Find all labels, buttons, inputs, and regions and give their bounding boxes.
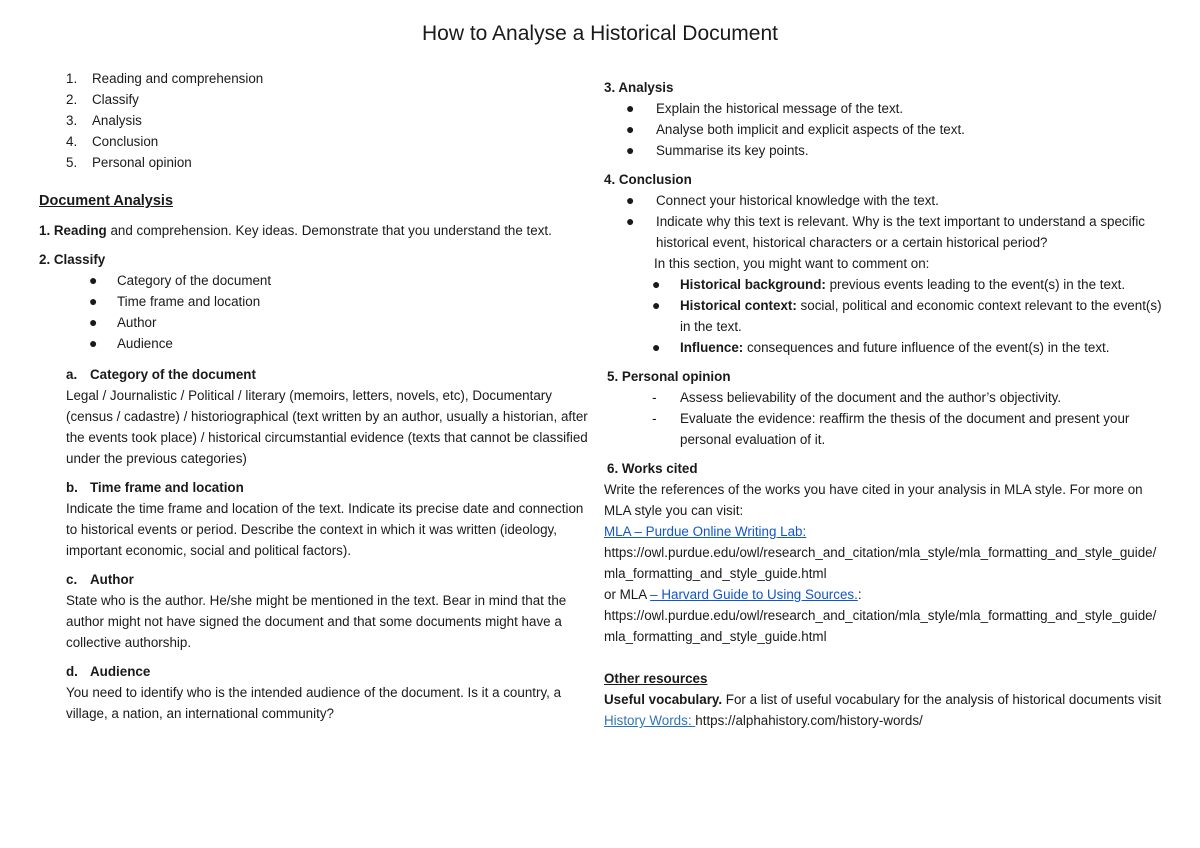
sub-heading-text: Audience [90,664,151,679]
bullet-text: Audience [117,336,173,351]
mla-harvard-line [604,584,1164,605]
bullet-text: consequences and future influence of the event(s) in the text. [743,340,1110,355]
author-heading [39,569,595,590]
list-item [39,312,595,333]
bullet-label: Influence: [680,340,744,355]
list-item [39,68,595,89]
list-item [39,89,595,110]
bullet-icon: ● [652,297,661,313]
sub-letter: d. [66,664,78,679]
sub-heading-text: Author [90,572,134,587]
url-text: https://alphahistory.com/history-words/ [695,713,923,728]
colon-text: : [857,587,862,602]
document-analysis-heading: Document Analysis [39,193,174,209]
bullet-text: previous events leading to the event(s) in the text. [825,277,1126,292]
author-body: State who is the author. He/she might be mentioned in the text. Bear in mind that the author might not have signed the document and that some documents might have a collective authorship. [66,593,567,650]
reading-label: 1. Reading [39,223,107,238]
list-item [604,190,1164,211]
list-item [39,291,595,312]
list-label: Analysis [92,113,142,128]
conclusion-intro: In this section, you might want to comment on: [654,256,930,271]
reading-text: and comprehension. Key ideas. Demonstrate that you understand the text. [106,223,552,238]
url-text: https://owl.purdue.edu/owl/research_and_citation/mla_style/mla_formatting_and_style_guide/mla_formatting_and_style_guide.html [604,545,1157,581]
document-title: How to Analyse a Historical Document [422,22,778,45]
steps-list [39,68,595,173]
left-column [39,68,595,724]
bullet-text: Summarise its key points. [656,143,809,158]
right-column [604,77,1164,731]
works-heading: 6. Works cited [607,461,698,476]
list-label: Conclusion [92,134,159,149]
list-item [604,211,1164,253]
sub-heading-text: Time frame and location [90,480,244,495]
list-item [39,333,595,354]
vocabulary-label: Useful vocabulary. [604,692,723,707]
sub-heading-text: Category of the document [90,367,256,382]
list-item [39,152,595,173]
list-item [604,98,1164,119]
sub-letter: c. [66,572,78,587]
works-body: Write the references of the works you have cited in your analysis in MLA style. For more on MLA style you can visit: [604,482,1143,518]
vocabulary-paragraph [604,689,1164,710]
bullet-icon: ● [89,293,98,309]
list-number: 3. [66,113,78,128]
list-number: 1. [66,71,78,86]
opinion-heading: 5. Personal opinion [607,369,731,384]
classify-heading: 2. Classify [39,252,106,267]
bullet-icon: ● [626,192,635,208]
bullet-text: social, political and economic context relevant to the event(s) in the text. [680,298,1162,334]
analysis-heading: 3. Analysis [604,80,674,95]
list-number: 2. [66,92,78,107]
list-label: Reading and comprehension [92,71,264,86]
sub-letter: a. [66,367,78,382]
bullet-label: Historical context: [680,298,797,313]
bullet-text: Author [117,315,157,330]
bullet-text: Explain the historical message of the text. [656,101,904,116]
list-item [604,140,1164,161]
list-item [39,270,595,291]
bullet-text: Category of the document [117,273,272,288]
other-resources-heading: Other resources [604,671,708,686]
bullet-label: Historical background: [680,277,826,292]
list-number: 4. [66,134,78,149]
history-words-line [604,710,1164,731]
list-item [39,110,595,131]
bullet-text: Assess believability of the document and the author’s objectivity. [680,390,1062,405]
purdue-owl-link[interactable]: MLA – Purdue Online Writing Lab: [604,524,807,539]
conclusion-heading: 4. Conclusion [604,172,692,187]
list-item [604,387,1164,408]
list-item [604,119,1164,140]
sub-letter: b. [66,480,78,495]
bullet-text: Indicate why this text is relevant. Why is the text important to understand a specific historical event, historical characters or a certain historical period? [656,214,1145,250]
timeframe-heading [39,477,595,498]
bullet-icon: ● [626,121,635,137]
bullet-text: Time frame and location [117,294,261,309]
bullet-icon: ● [626,100,635,116]
list-item [39,131,595,152]
bullet-icon: ● [652,276,661,292]
harvard-guide-link[interactable]: – Harvard Guide to Using Sources. [650,587,858,602]
audience-heading [39,661,595,682]
bullet-text: Connect your historical knowledge with the text. [656,193,939,208]
list-item [604,274,1164,295]
or-text: or MLA [604,587,651,602]
dash-icon: - [652,389,657,405]
url-text: https://owl.purdue.edu/owl/research_and_citation/mla_style/mla_formatting_and_style_guide/mla_formatting_and_style_guide.html [604,608,1157,644]
reading-paragraph [39,220,595,241]
bullet-icon: ● [626,213,635,229]
list-number: 5. [66,155,78,170]
dash-icon: - [652,410,657,426]
list-label: Personal opinion [92,155,192,170]
bullet-icon: ● [626,142,635,158]
vocabulary-text: For a list of useful vocabulary for the analysis of historical documents visit [722,692,1162,707]
category-heading [39,364,595,385]
timeframe-body: Indicate the time frame and location of the text. Indicate its precise date and connection to historical events or period. Describe the context in which it was written (ideology, important economic, social and political factors). [66,501,584,558]
list-item [604,337,1164,358]
bullet-text: Analyse both implicit and explicit aspects of the text. [656,122,965,137]
bullet-text: Evaluate the evidence: reaffirm the thesis of the document and present your personal evaluation of it. [680,411,1130,447]
bullet-icon: ● [89,335,98,351]
bullet-icon: ● [89,314,98,330]
bullet-icon: ● [89,272,98,288]
list-label: Classify [92,92,139,107]
category-body: Legal / Journalistic / Political / literary (memoirs, letters, novels, etc), Documentary (census / cadastre) / historiographical (text written by an author, usually a historian, after the events took place) / historical circumstantial evidence (texts that cannot be classified under the previous categories) [66,388,588,466]
list-item [604,295,1164,337]
history-words-link[interactable]: History Words: [604,713,696,728]
audience-body: You need to identify who is the intended audience of the document. Is it a country, a village, a nation, an international community? [66,685,562,721]
bullet-icon: ● [652,339,661,355]
list-item [604,408,1164,450]
